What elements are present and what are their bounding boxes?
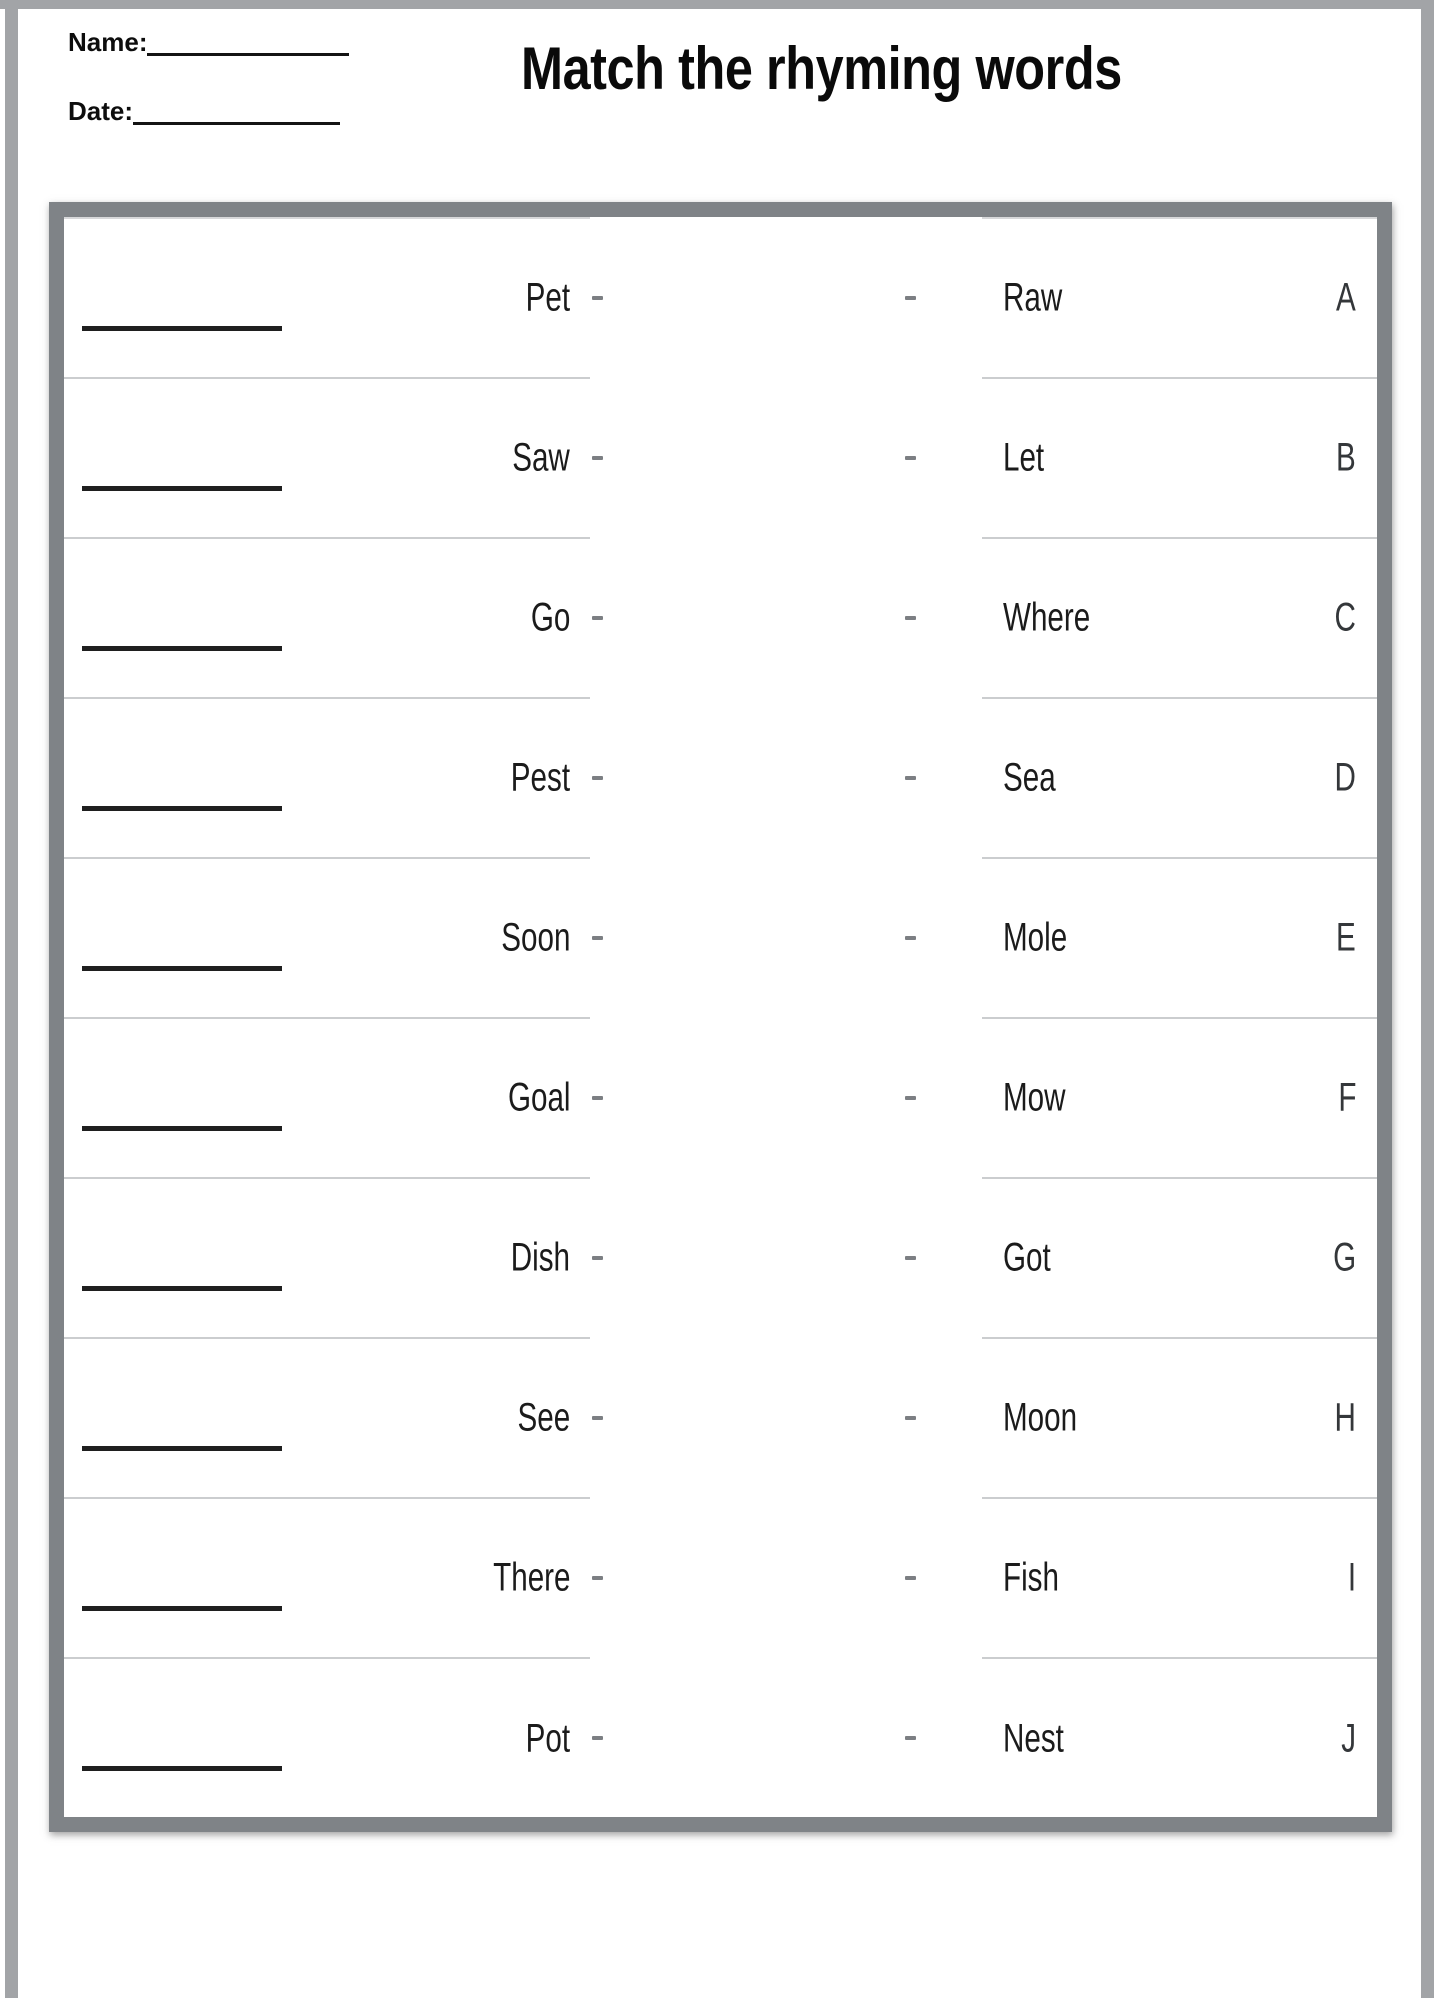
match-row-left — [64, 1339, 590, 1499]
right-word: Nest — [1003, 1716, 1064, 1761]
date-field — [68, 96, 340, 127]
match-dash-right — [905, 616, 916, 620]
right-word: Sea — [1003, 755, 1056, 800]
page-edge-left — [5, 8, 18, 1998]
match-row-left — [64, 379, 590, 539]
match-row-right — [982, 1179, 1377, 1339]
option-letter: J — [1341, 1716, 1356, 1761]
match-dash-right — [905, 1256, 916, 1260]
left-column — [64, 217, 590, 1817]
match-dash-left — [592, 936, 603, 940]
option-letter: I — [1347, 1555, 1356, 1600]
match-row-right — [982, 699, 1377, 859]
left-word: There — [492, 1555, 570, 1600]
answer-blank[interactable] — [82, 326, 282, 331]
match-dash-right — [905, 296, 916, 300]
left-word: Dish — [510, 1235, 570, 1280]
option-letter: F — [1337, 1075, 1356, 1120]
right-word: Mole — [1003, 915, 1068, 960]
date-label: Date: — [68, 96, 134, 126]
left-word: See — [517, 1395, 570, 1440]
right-word: Fish — [1003, 1555, 1059, 1600]
left-word: Pot — [525, 1716, 570, 1761]
match-dash-right — [905, 1416, 916, 1420]
left-word: Pest — [510, 755, 570, 800]
answer-blank[interactable] — [82, 966, 282, 971]
match-dash-left — [592, 1736, 603, 1740]
match-dash-left — [592, 776, 603, 780]
match-row-right — [982, 219, 1377, 379]
match-dash-left — [592, 1576, 603, 1580]
option-letter: E — [1336, 915, 1356, 960]
match-row-left — [64, 1019, 590, 1179]
match-row-right — [982, 539, 1377, 699]
right-column — [982, 217, 1377, 1817]
match-dash-right — [905, 936, 916, 940]
match-row-right — [982, 1339, 1377, 1499]
name-field — [68, 27, 349, 58]
option-letter: A — [1336, 275, 1356, 320]
answer-blank[interactable] — [82, 486, 282, 491]
option-letter: C — [1334, 595, 1356, 640]
left-word: Go — [530, 595, 570, 640]
worksheet-box — [49, 202, 1392, 1832]
answer-blank[interactable] — [82, 806, 282, 811]
match-dash-left — [592, 616, 603, 620]
page-title: Match the rhyming words — [521, 35, 1122, 102]
match-row-right — [982, 1659, 1377, 1819]
match-dash-left — [592, 296, 603, 300]
match-dash-right — [905, 1096, 916, 1100]
page-edge-top — [0, 0, 1434, 9]
right-word: Mow — [1003, 1075, 1066, 1120]
answer-blank[interactable] — [82, 1446, 282, 1451]
match-dash-left — [592, 1256, 603, 1260]
match-row-right — [982, 1019, 1377, 1179]
option-letter: D — [1334, 755, 1356, 800]
match-row-left — [64, 859, 590, 1019]
worksheet-inner — [64, 217, 1377, 1817]
answer-blank[interactable] — [82, 1286, 282, 1291]
match-dash-right — [905, 456, 916, 460]
answer-blank[interactable] — [82, 646, 282, 651]
left-word: Soon — [500, 915, 570, 960]
page-edge-right — [1421, 8, 1434, 1998]
match-dash-left — [592, 1096, 603, 1100]
match-dash-left — [592, 456, 603, 460]
name-blank-line[interactable] — [147, 53, 349, 56]
match-row-right — [982, 859, 1377, 1019]
right-word: Where — [1003, 595, 1091, 640]
match-row-right — [982, 1499, 1377, 1659]
match-row-right — [982, 379, 1377, 539]
match-row-left — [64, 1179, 590, 1339]
match-dash-right — [905, 1736, 916, 1740]
match-dash-right — [905, 776, 916, 780]
match-row-left — [64, 1659, 590, 1819]
left-word: Saw — [512, 435, 570, 480]
right-word: Let — [1003, 435, 1045, 480]
match-row-left — [64, 539, 590, 699]
option-letter: H — [1334, 1395, 1356, 1440]
right-word: Raw — [1003, 275, 1063, 320]
answer-blank[interactable] — [82, 1606, 282, 1611]
left-word: Goal — [507, 1075, 570, 1120]
match-row-left — [64, 1499, 590, 1659]
option-letter: B — [1336, 435, 1356, 480]
answer-blank[interactable] — [82, 1766, 282, 1771]
name-label: Name: — [68, 27, 148, 57]
option-letter: G — [1332, 1235, 1356, 1280]
right-word: Moon — [1003, 1395, 1078, 1440]
match-dash-right — [905, 1576, 916, 1580]
match-dash-left — [592, 1416, 603, 1420]
answer-blank[interactable] — [82, 1126, 282, 1131]
match-row-left — [64, 699, 590, 859]
right-word: Got — [1003, 1235, 1051, 1280]
match-row-left — [64, 219, 590, 379]
left-word: Pet — [525, 275, 570, 320]
date-blank-line[interactable] — [133, 122, 340, 125]
